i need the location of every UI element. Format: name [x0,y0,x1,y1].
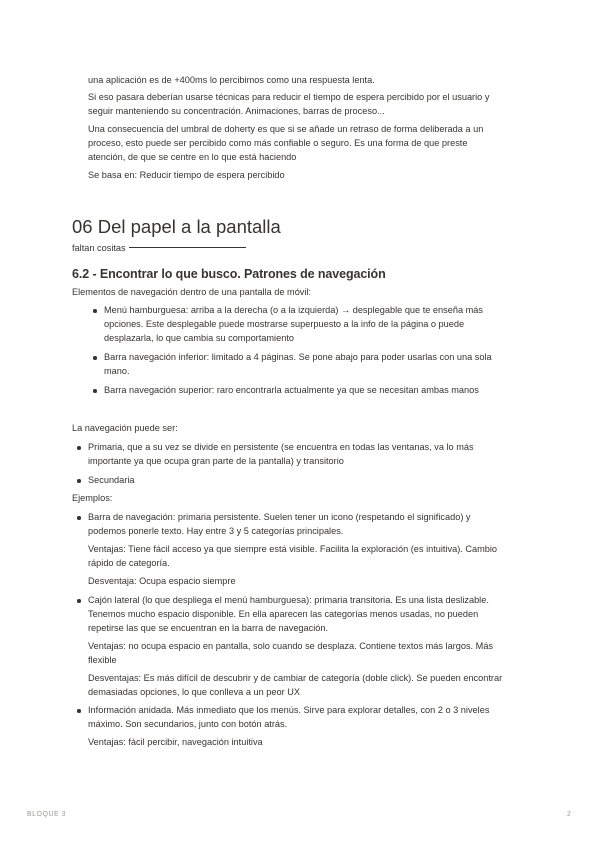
intro-line: proceso, esto puede ser percibido como más confiable o seguro. Es una forma de que preste [88,138,468,148]
footer-page-number: 2 [567,811,572,818]
list-item-line: Barra navegación superior: raro encontrarla actualmente ya que se necesitan ambas manos [104,385,479,395]
section-subtitle [72,241,246,256]
list-item-line: Ventajas: Tiene fácil acceso ya que siempre está visible. Facilita la exploración (es intuitiva). Cambio [88,544,498,554]
list-item-line: Tenemos mucho espacio disponible. En ella aparecen las categorías menos usadas, no pueden [88,609,479,619]
list-item-line: Ventajas: fácil percibir, navegación intuitiva [88,737,263,747]
list-item-line: Secundaria [88,475,135,485]
list-item-line: Barra navegación inferior: limitado a 4 páginas. Se pone abajo para poder usarlas con una sola [104,352,492,362]
list-item-line: podemos ponerle texto. Hay entre 3 y 5 categorías principales. [88,526,344,536]
bullet [93,309,97,313]
list-item-line: flexible [88,655,117,665]
intro-line: Una consecuencia del umbral de doherty es que si se añade un retraso de forma deliberada a un [88,124,484,134]
list-item-line: Desventajas: Es más difícil de descubrir y de cambiar de categoría (doble click). Se pueden encontrar [88,673,503,683]
intro-line: Si eso pasara deberían usarse técnicas para reducir el tiempo de espera percibido por el usuario y [88,92,490,102]
list-item-line: desplazarla, lo que cambia su comportamiento [104,333,294,343]
list-item-line: repetirse las que se encuentran en la barra de navegación. [88,623,329,633]
list-item-line: Barra de navegación: primaria persistente. Suelen tener un icono (respetando el significado) y [88,512,471,522]
paragraph: Ejemplos: [72,493,113,503]
paragraph: La navegación puede ser: [72,423,178,433]
bullet [77,516,81,520]
list-item-line: mano. [104,366,130,376]
intro-line: seguir manteniendo su concentración. Animaciones, barras de proceso... [88,106,385,116]
list-item-line: máximo. Son secundarios, junto con botón atrás. [88,719,288,729]
section-subtitle-text: faltan cositas [72,243,126,253]
list-item-line: Primaria, que a su vez se divide en persistente (se encuentra en todas las ventanas, va lo más [88,442,474,452]
list-item-line: importante ya que ocupa gran parte de la pantalla) y transitorio [88,456,344,466]
bullet [77,599,81,603]
list-item-line: Menú hamburguesa: arriba a la derecha (o a la izquierda) → desplegable que te enseña más [104,305,483,315]
intro-line: Se basa en: Reducir tiempo de espera percibido [88,170,285,180]
bullet [93,389,97,393]
bullet [77,446,81,450]
bullet [93,356,97,360]
intro-line: atención, de que se centre en lo que está haciendo [88,152,297,162]
bullet [77,479,81,483]
list-item-line: demasiadas opciones, lo que conlleva a un peor UX [88,687,300,697]
footer-section-label: BLOQUE 3 [27,811,67,818]
list-item-line: Ventajas: no ocupa espacio en pantalla, solo cuando se desplaza. Contiene textos más largos. Más [88,641,494,651]
subtitle-rule [129,247,246,248]
subsection-title: 6.2 - Encontrar lo que busco. Patrones de navegación [72,267,386,281]
list-item-line: opciones. Este desplegable puede mostrarse superpuesto a la info de la página o puede [104,319,465,329]
list-item-line: Desventaja: Ocupa espacio siempre [88,576,236,586]
bullet [77,709,81,713]
list-item-line: Información anidada. Más inmediato que los menús. Sirve para explorar detalles, con 2 o 3 niveles [88,705,490,715]
intro-line: una aplicación es de +400ms lo percibimos como una respuesta lenta. [88,75,375,85]
section-title: 06 Del papel a la pantalla [72,216,281,237]
list-item-line: Cajón lateral (lo que despliega el menú hamburguesa): primaria transitoria. Es una lista deslizable. [88,595,489,605]
list-item-line: rápido de categoría. [88,558,170,568]
subsection-lead: Elementos de navegación dentro de una pantalla de móvil: [72,287,312,297]
